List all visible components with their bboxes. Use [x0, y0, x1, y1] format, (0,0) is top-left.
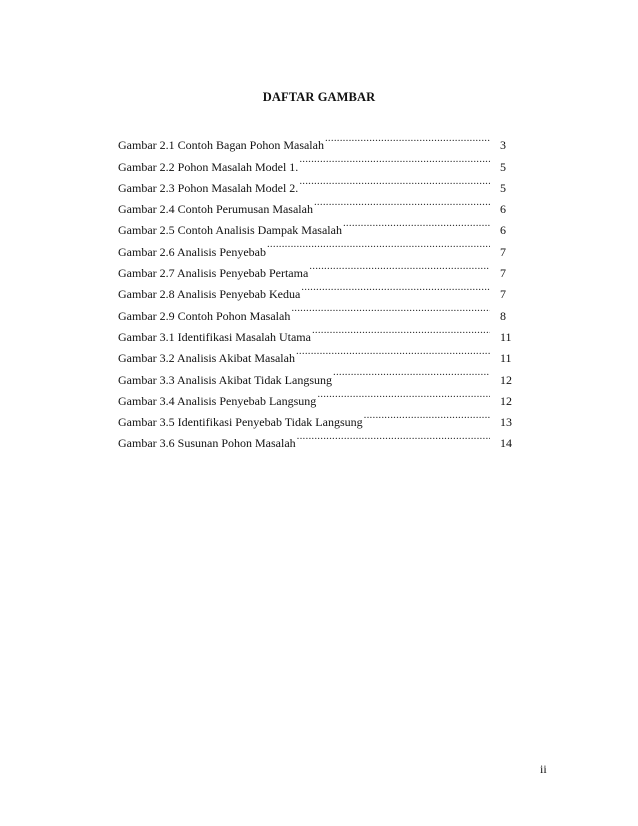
entry-page-number: 12	[500, 393, 512, 408]
entry-label: Gambar 2.8 Analisis Penyebab Kedua	[118, 287, 301, 302]
dot-leader	[325, 128, 490, 149]
entry-page-number: 7	[500, 287, 506, 302]
entry-page-number: 8	[500, 308, 506, 323]
list-item[interactable]	[118, 128, 534, 153]
dot-leader	[343, 213, 490, 234]
entry-page-number: 7	[500, 244, 506, 259]
dot-leader	[301, 277, 490, 298]
dot-leader	[297, 426, 490, 447]
entry-page-number: 7	[500, 266, 506, 281]
figure-list	[118, 128, 534, 451]
entry-label: Gambar 2.1 Contoh Bagan Pohon Masalah	[118, 138, 324, 153]
entry-label: Gambar 2.7 Analisis Penyebab Pertama	[118, 266, 309, 281]
dot-leader	[333, 362, 490, 383]
dot-leader	[309, 256, 490, 277]
dot-leader	[291, 298, 490, 319]
dot-leader	[312, 320, 490, 341]
dot-leader	[267, 234, 490, 255]
entry-label: Gambar 3.5 Identifikasi Penyebab Tidak Langsung	[118, 415, 363, 430]
page-number: ii	[540, 762, 547, 776]
entry-page-number: 13	[500, 415, 512, 430]
entry-label: Gambar 2.4 Contoh Perumusan Masalah	[118, 202, 313, 217]
entry-label: Gambar 3.4 Analisis Penyebab Langsung	[118, 393, 317, 408]
dot-leader	[314, 192, 490, 213]
entry-label: Gambar 2.3 Pohon Masalah Model 2.	[118, 180, 299, 195]
dot-leader	[364, 405, 490, 426]
entry-page-number: 11	[500, 329, 512, 344]
entry-label: Gambar 3.1 Identifikasi Masalah Utama	[118, 329, 311, 344]
dot-leader	[299, 171, 490, 192]
entry-page-number: 5	[500, 159, 506, 174]
entry-page-number: 12	[500, 372, 512, 387]
entry-page-number: 6	[500, 202, 506, 217]
page-title: DAFTAR GAMBAR	[262, 90, 376, 104]
entry-label: Gambar 3.3 Analisis Akibat Tidak Langsung	[118, 372, 332, 387]
dot-leader	[317, 384, 490, 405]
entry-page-number: 5	[500, 180, 506, 195]
entry-label: Gambar 2.9 Contoh Pohon Masalah	[118, 308, 291, 323]
entry-label: Gambar 2.6 Analisis Penyebab	[118, 244, 266, 259]
entry-label: Gambar 2.5 Contoh Analisis Dampak Masalah	[118, 223, 342, 238]
entry-page-number: 14	[500, 436, 512, 451]
entry-page-number: 3	[500, 138, 506, 153]
entry-label: Gambar 3.6 Susunan Pohon Masalah	[118, 436, 296, 451]
entry-page-number: 11	[500, 351, 512, 366]
dot-leader	[296, 341, 490, 362]
entry-page-number: 6	[500, 223, 506, 238]
dot-leader	[299, 149, 490, 170]
entry-label: Gambar 3.2 Analisis Akibat Masalah	[118, 351, 295, 366]
entry-label: Gambar 2.2 Pohon Masalah Model 1.	[118, 159, 299, 174]
